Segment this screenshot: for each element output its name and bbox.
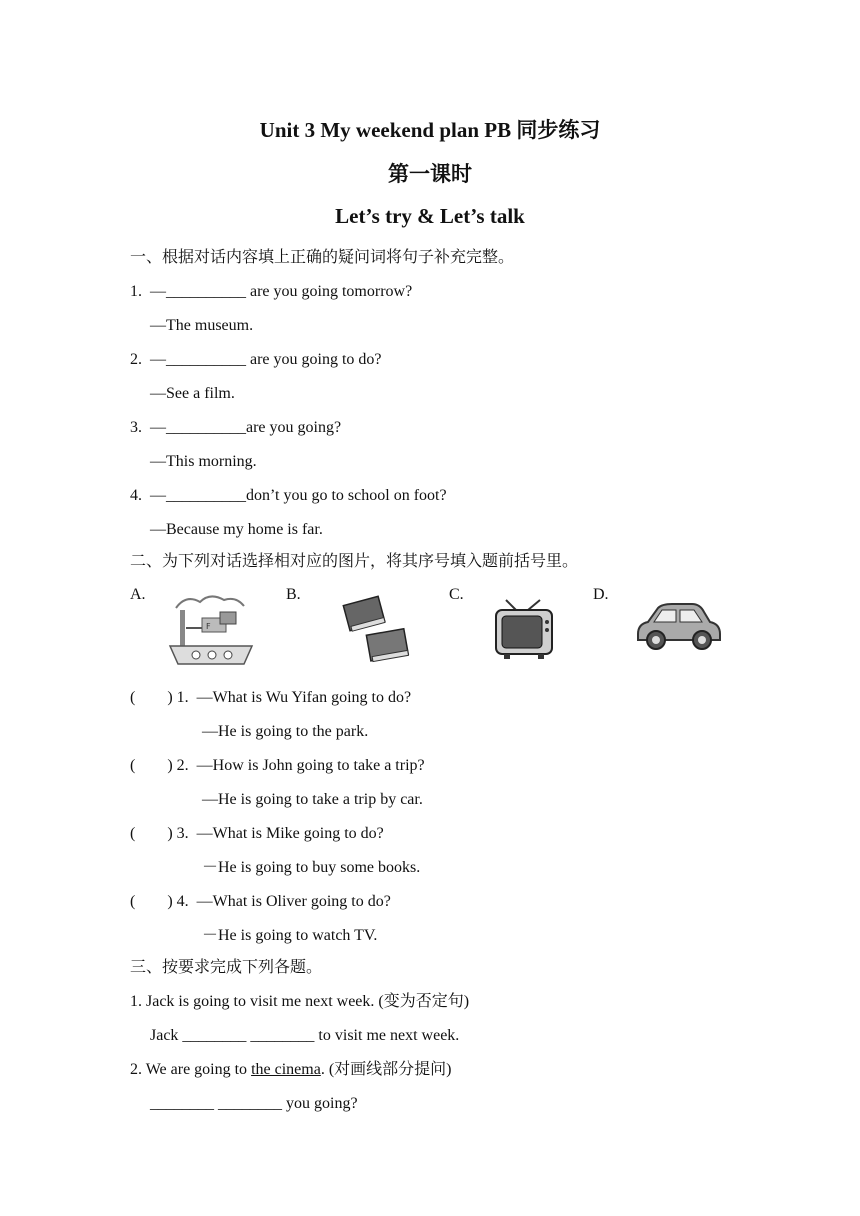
section2-heading: 二、为下列对话选择相对应的图片，将其序号填入题前括号里。 xyxy=(130,553,579,570)
s1-q1-answer: —The museum. xyxy=(150,317,254,334)
s2-q2-question: ( ) 2. —How is John going to take a trip? xyxy=(130,757,425,774)
s2-q3-answer: －He is going to buy some books. xyxy=(202,859,421,876)
s1-q4-question: 4. —__________don’t you go to school on foot? xyxy=(130,487,447,504)
page-subtitle: 第一课时 xyxy=(388,162,472,186)
s1-q3-answer: —This morning. xyxy=(150,453,257,470)
s1-q1-question: 1. —__________ are you going tomorrow? xyxy=(130,283,413,300)
park-playground-icon xyxy=(166,588,256,670)
s1-q4-answer: —Because my home is far. xyxy=(150,521,323,538)
s1-q2-question: 2. —__________ are you going to do? xyxy=(130,351,382,368)
s3-q2-answer: ________ ________ you going? xyxy=(150,1095,358,1112)
option-c-label: C. xyxy=(449,586,464,603)
s2-q4-question: ( ) 4. —What is Oliver going to do? xyxy=(130,893,391,910)
section3-heading: 三、按要求完成下列各题。 xyxy=(130,959,323,976)
s2-q1-answer: —He is going to the park. xyxy=(202,723,369,740)
s2-q3-question: ( ) 3. —What is Mike going to do? xyxy=(130,825,384,842)
s3-q1-answer: Jack ________ ________ to visit me next week. xyxy=(150,1027,460,1044)
s3-q2-question xyxy=(130,1060,451,1080)
s2-q1-question: ( ) 1. —What is Wu Yifan going to do? xyxy=(130,689,412,706)
s3-q2-pre: 2. We are going to xyxy=(130,1061,252,1078)
s3-q2-post: . (对画线部分提问) xyxy=(320,1061,452,1078)
svg-text:F: F xyxy=(206,622,211,631)
option-d-label: D. xyxy=(593,586,609,603)
section1-heading: 一、根据对话内容填上正确的疑问词将句子补充完整。 xyxy=(130,249,515,266)
option-a-label: A. xyxy=(130,586,146,603)
lesson-title: Let’s try & Let’s talk xyxy=(335,204,525,228)
car-icon xyxy=(632,600,724,652)
tv-icon xyxy=(492,598,556,662)
s3-q2-underlined: the cinema xyxy=(251,1061,321,1078)
page-title: Unit 3 My weekend plan PB 同步练习 xyxy=(259,118,601,142)
s1-q2-answer: —See a film. xyxy=(150,385,235,402)
books-icon xyxy=(336,588,416,668)
s3-q1-question: 1. Jack is going to visit me next week. (变为否定句) xyxy=(130,993,470,1010)
s1-q3-question: 3. —__________are you going? xyxy=(130,419,342,436)
s2-q2-answer: —He is going to take a trip by car. xyxy=(202,791,423,808)
option-b-label: B. xyxy=(286,586,301,603)
s2-q4-answer: －He is going to watch TV. xyxy=(202,927,378,944)
